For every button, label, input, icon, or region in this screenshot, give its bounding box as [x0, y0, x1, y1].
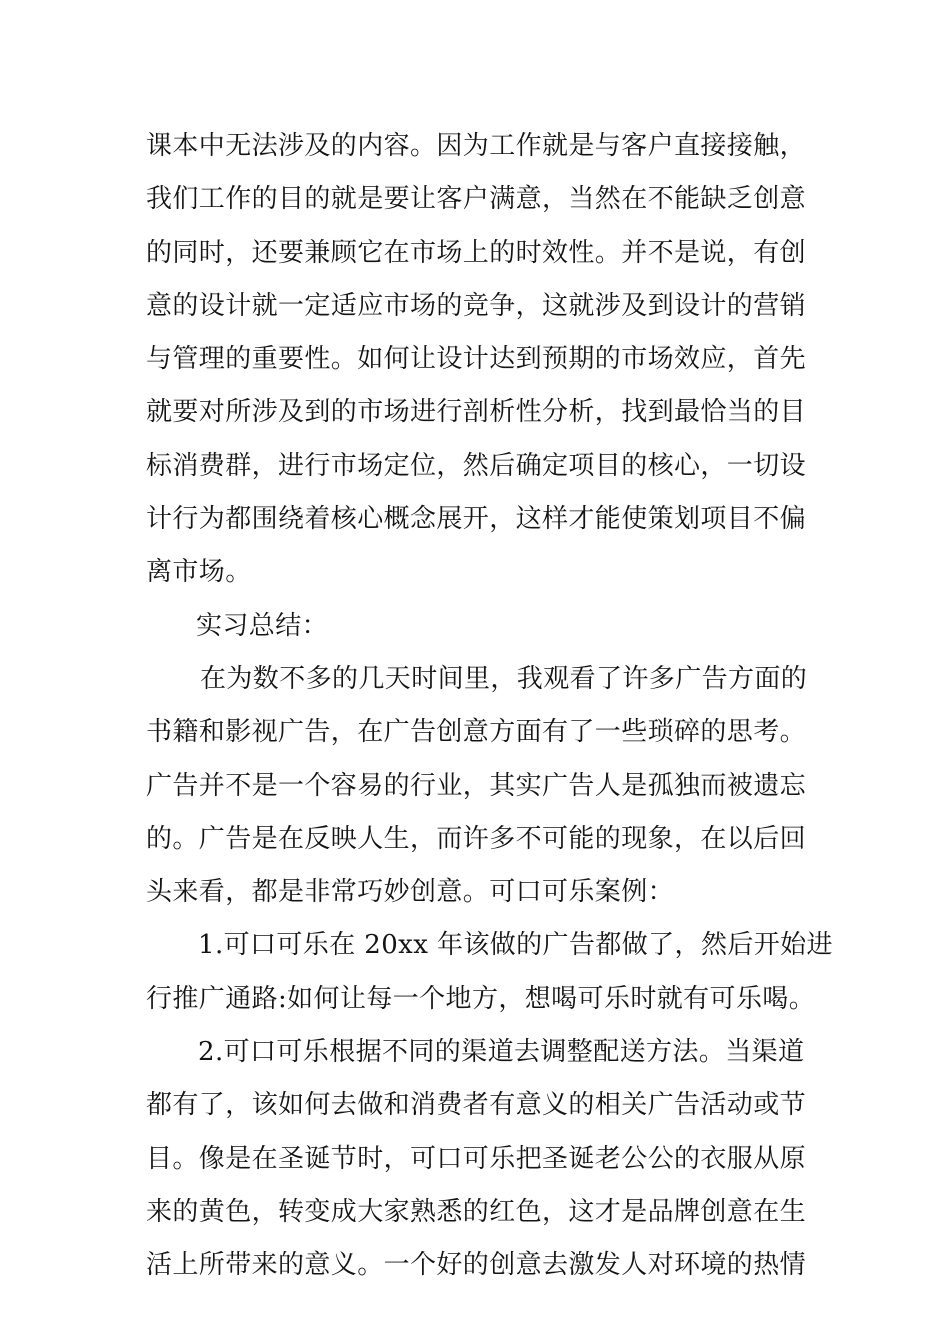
paragraph-line: 计行为都围绕着核心概念展开，这样才能使策划项目不偏 — [146, 504, 807, 535]
paragraph-line: 的同时，还要兼顾它在市场上的时效性。并不是说，有创 — [146, 237, 807, 268]
paragraph-line: 目。像是在圣诞节时，可口可乐把圣诞老公公的衣服从原 — [146, 1143, 807, 1174]
paragraph-line: 课本中无法涉及的内容。因为工作就是与客户直接接触， — [146, 131, 807, 161]
paragraph-line: 的。广告是在反映人生，而许多不可能的现象，在以后回 — [146, 823, 807, 854]
paragraph-line: 广告并不是一个容易的行业，其实广告人是孤独而被遗忘 — [146, 770, 807, 801]
paragraph-line: 头来看，都是非常巧妙创意。可口可乐案例： — [146, 877, 675, 908]
paragraph-line: 都有了，该如何去做和消费者有意义的相关广告活动或节 — [146, 1090, 807, 1121]
paragraph-line: 来的黄色，转变成大家熟悉的红色，这才是品牌创意在生 — [146, 1196, 807, 1227]
section-heading: 实习总结： — [196, 610, 329, 641]
body-text — [146, 120, 833, 1293]
paragraph-line: 就要对所涉及到的市场进行剖析性分析，找到最恰当的目 — [146, 397, 807, 428]
paragraph-line: 与管理的重要性。如何让设计达到预期的市场效应，首先 — [146, 344, 807, 375]
list-item: 2.可口可乐根据不同的渠道去调整配送方法。当渠道 — [198, 1037, 805, 1068]
paragraph-line: 我们工作的目的就是要让客户满意，当然在不能缺乏创意 — [146, 184, 807, 215]
paragraph-line: 书籍和影视广告，在广告创意方面有了一些琐碎的思考。 — [146, 717, 807, 748]
paragraph-line: 意的设计就一定适应市场的竞争，这就涉及到设计的营销 — [146, 290, 807, 321]
paragraph-line: 离市场。 — [146, 557, 252, 588]
paragraph-line: 活上所带来的意义。一个好的创意去激发人对环境的热情 — [146, 1250, 807, 1281]
paragraph-line: 行推广通路:如何让每一个地方，想喝可乐时就有可乐喝。 — [146, 983, 816, 1014]
paragraph-line: 在为数不多的几天时间里，我观看了许多广告方面的 — [200, 663, 808, 694]
paragraph-line: 标消费群，进行市场定位，然后确定项目的核心，一切设 — [146, 450, 807, 481]
list-item: 1.可口可乐在 20xx 年该做的广告都做了，然后开始进 — [198, 930, 833, 961]
